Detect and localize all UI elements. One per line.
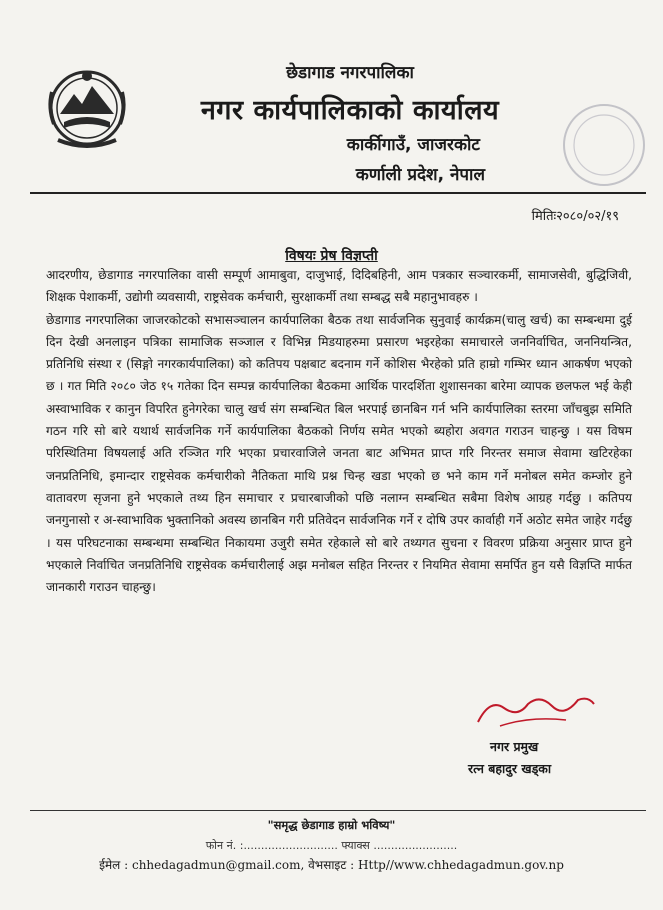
header-rule — [30, 192, 646, 194]
handwritten-signature-icon — [470, 686, 600, 736]
municipality-name: छेडागाड नगरपालिका — [286, 63, 414, 83]
address-line-1: कार्कीगाउँ, जाजरकोट — [346, 135, 480, 155]
footer-motto: "समृद्ध छेडागाड हाम्रो भविष्य" — [267, 818, 396, 832]
office-stamp-icon — [555, 100, 653, 190]
letter-date: मितिः२०८०/०२/१९ — [531, 209, 619, 224]
nepal-emblem-icon — [44, 62, 130, 150]
body-paragraph: छेडागाड नगरपालिका जाजरकोटको सभासञ्चालन कार्यपालिका बैठक तथा सार्वजनिक सुनुवाई कार्यक्रम(चालु खर्च) का सम्बन्धमा दुई दिन देखी अनलाइन पत्रिका सामाजिक सञ्जाल र विभिन्न मिडयाहरुमा प्रसारण भइरहेका समाचारले जननिर्वाचित, जननियन्त्रित, प्रतिनिधि संस्था र (सिङ्गो नगरकार्यपालिका) को कतिपय पक्षबाट बदनाम गर्ने कोशिस भैरहेको प्रति हाम्रो गम्भिर ध्यान आकर्षण भएको छ । गत मिति २०८० जेठ १५ गतेका दिन सम्पन्न कार्यपालिका बैठकमा आर्थिक पारदर्शिता शुशासनका बारेमा व्यापक छलफल भई केही अस्वाभाविक र कानुन विपरित हुनेगरेका चालु खर्च संग सम्बन्धित बिल भरपाई छानबिन गर्न भनि कार्यपालिका स्तरमा जाँचबुझ समिति गठन गरि सो बारे यथार्थ सार्वजनिक गर्ने कार्यपालिका बैठकको निर्णय समेत भएको ब्यहोरा अवगत गराउन चाहन्छु । यस विषम परिस्थितिमा विषयलाई अति रञ्जित गरि भएका प्रचारवाजिले जनता बाट अभिमत प्राप्त गरि निरन्तर समाज सेवामा खटिरहेका जनप्रतिनिधि, इमान्दार राष्ट्रसेवक कर्मचारीको नैतिकता माथि प्रश्न चिन्ह खडा भएको छ भने काम गर्ने मनोबल समेत कम्जोर हुने वातावरण सृजना हुने भएकाले तथ्य हिन समाचार र प्रचारबाजीको पछि नलाग्न सम्बन्धित सबैमा विशेष आग्रह गर्दछु । कतिपय जनगुनासो र अ-स्वाभाविक भुक्तानिको अवस्य छानबिन गरी प्रतिवेदन सार्वजनिक गर्ने र दोषि उपर कार्वाही गर्ने अठोट समेत जाहेर गर्दछु । यस परिघटनाका सम्बन्धमा सम्बन्धित निकायमा उजुरी समेत रहेकाले सो बारे तथ्यगत सुचना र विवरण प्रक्रिया अनुसार प्राप्त हुने भएकाले निर्वाचित जनप्रतिनिधि राष्ट्रसेवक कर्मचारीलाई अझ मनोबल सहित निरन्तर र नियमित सेवामा समर्पित हुन यसै विज्ञप्ति मार्फत जानकारी गराउन चाहन्छु। — [46, 312, 632, 595]
office-title: नगर कार्यपालिकाको कार्यालय — [200, 95, 500, 126]
signatory-name: रत्न बहादुर खड्का — [468, 761, 552, 776]
body-paragraph: आदरणीय, छेडागाड नगरपालिका वासी सम्पूर्ण आमाबुवा, दाजुभाई, दिदिबहिनी, आम पत्रकार सञ्चारकर्मी, सामाजसेवी, बुद्धिजिवी, शिक्षक पेशाकर्मी, उद्योगी व्यवसायी, राष्ट्रसेवक कर्मचारी, सुरक्षाकर्मी तथा सम्बद्ध सबै महानुभावहरु । — [46, 268, 632, 305]
footer-phone-fax: फोन नं. :........................... फ्याक्स ........................ — [205, 839, 458, 852]
address-line-2: कर्णाली प्रदेश, नेपाल — [355, 165, 485, 185]
letter-body — [46, 264, 632, 598]
footer-email-website: ईमेल : chhedagadmun@gmail.com, वेभसाइट : Http//www.chhedagadmun.gov.np — [99, 858, 564, 872]
signatory-title: नगर प्रमुख — [490, 739, 539, 754]
letter-subject: विषयः प्रेष विज्ञप्ती — [285, 248, 378, 264]
footer-rule — [30, 810, 646, 811]
